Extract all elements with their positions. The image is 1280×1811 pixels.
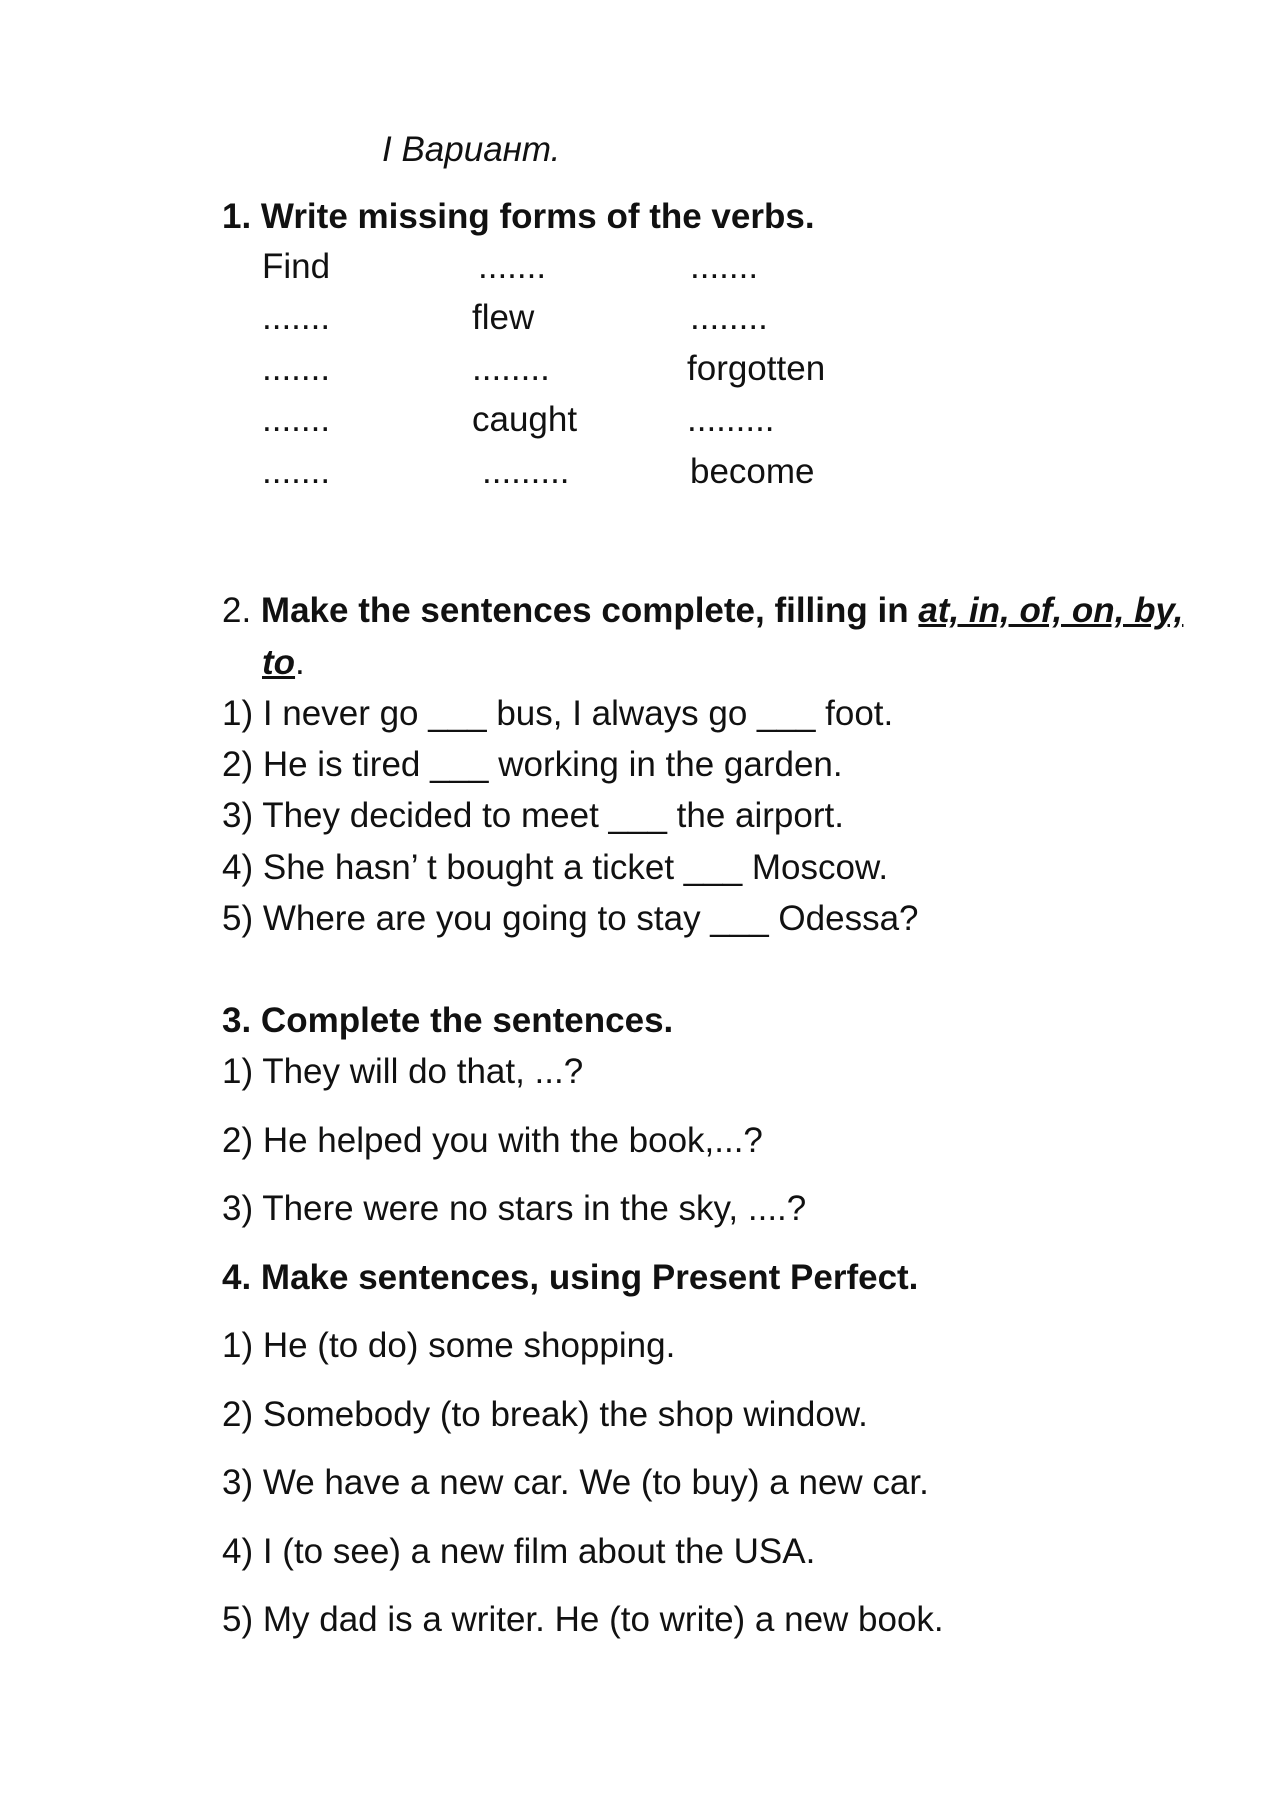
task2-item: 4) She hasn’ t bought a ticket ___ Moscow. [222,848,889,887]
task3-item: 1) They will do that, ...? [222,1052,584,1091]
verb-cell: ........ [472,349,550,388]
task2-heading [222,589,1183,633]
verb-cell: ....... [478,247,547,286]
task4-item: 3) We have a new car. We (to buy) a new car. [222,1463,929,1502]
task3-heading: 3. Complete the sentences. [222,1001,674,1040]
task4-item: 1) He (to do) some shopping. [222,1326,676,1365]
task2-item: 5) Where are you going to stay ___ Odessa? [222,899,919,938]
task4-heading: 4. Make sentences, using Present Perfect. [222,1258,919,1297]
task3-item: 3) There were no stars in the sky, ....? [222,1189,807,1228]
task2-prepositions-end: to [262,643,296,682]
task4-item: 2) Somebody (to break) the shop window. [222,1395,868,1434]
task2-heading-cont [262,641,305,685]
task1-heading: 1. Write missing forms of the verbs. [222,197,815,236]
task2-prepositions: at, in, of, on, by, [918,591,1184,630]
task3-item: 2) He helped you with the book,...? [222,1121,763,1160]
verb-cell: ....... [690,247,759,286]
task2-item: 3) They decided to meet ___ the airport. [222,796,844,835]
verb-cell: ....... [262,400,331,439]
verb-cell: ....... [262,298,331,337]
task4-item: 5) My dad is a writer. He (to write) a new book. [222,1600,944,1639]
verb-cell: ......... [687,400,775,439]
verb-cell: ......... [482,452,570,491]
verb-cell: Find [262,247,331,286]
task2-heading-period: . [295,643,305,682]
verb-cell: ....... [262,452,331,491]
task4-item: 4) I (to see) a new film about the USA. [222,1532,816,1571]
variant-title: I Вариант. [382,130,561,169]
verb-cell: ....... [262,349,331,388]
task2-instruction: Make the sentences complete, filling in [260,591,919,630]
task2-number: 2. [222,591,261,630]
verb-cell: forgotten [687,349,826,388]
verb-cell: ........ [690,298,768,337]
verb-cell: caught [472,400,578,439]
verb-cell: become [690,452,815,491]
task2-item: 1) I never go ___ bus, I always go ___ foot. [222,694,894,733]
verb-cell: flew [472,298,535,337]
task2-item: 2) He is tired ___ working in the garden. [222,745,843,784]
